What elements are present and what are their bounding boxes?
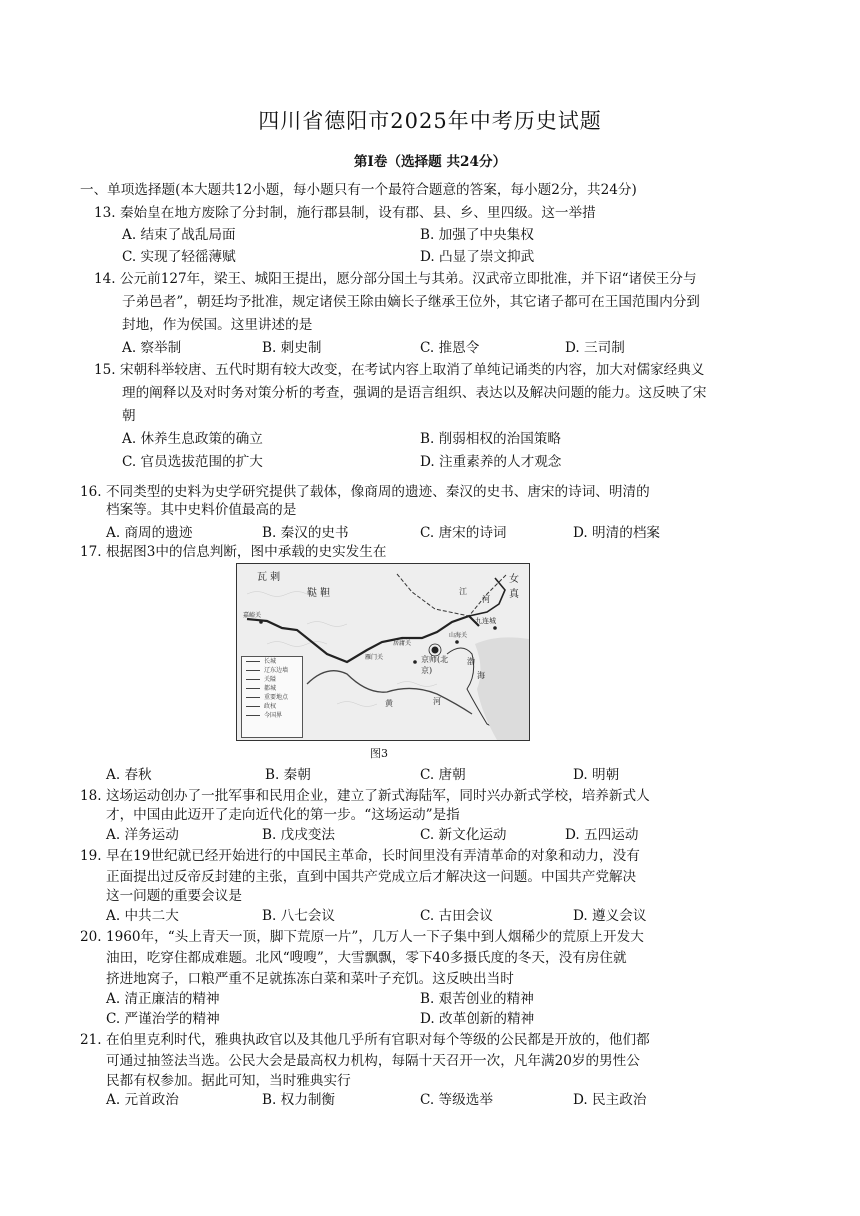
- q18-option-b[interactable]: B. 戊戌变法: [262, 827, 336, 843]
- legend-item: 重要地点: [242, 693, 302, 702]
- q21-stem-line3: 民都有权参加。据此可知，当时雅典实行: [106, 1073, 351, 1089]
- legend-item: 长城: [242, 657, 302, 666]
- q15-option-b[interactable]: B. 削弱相权的治国策略: [420, 431, 561, 447]
- q21-option-c[interactable]: C. 等级选举: [420, 1092, 493, 1108]
- q21-option-d[interactable]: D. 民主政治: [573, 1092, 647, 1108]
- q18-option-c[interactable]: C. 新文化运动: [420, 827, 507, 843]
- map-label-jiuliancheng: 九连城: [475, 617, 496, 625]
- map-label-jiayuguan: 嘉峪关: [243, 612, 262, 619]
- q13-option-a[interactable]: A. 结束了战乱局面: [122, 227, 236, 243]
- q20-option-b[interactable]: B. 艰苦创业的精神: [420, 991, 534, 1007]
- q14-stem-line1: 14. 公元前127年，梁王、城阳王提出，愿分部分国土与其弟。汉武帝立即批准，并下诏“诸侯王分与: [94, 271, 697, 287]
- q17-option-d[interactable]: D. 明朝: [573, 767, 620, 783]
- legend-item: 都城: [242, 684, 302, 693]
- map-label-wala: 瓦 剌: [257, 572, 281, 583]
- q21-option-a[interactable]: A. 元首政治: [106, 1092, 179, 1108]
- q13-stem: 13. 秦始皇在地方废除了分封制，施行郡县制，设有郡、县、乡、里四级。这一举措: [94, 205, 596, 221]
- q16-stem-line1: 16. 不同类型的史料为史学研究提供了载体，像商周的遗迹、秦汉的史书、唐宋的诗词、明清的: [80, 484, 650, 500]
- q19-option-b[interactable]: B. 八七会议: [262, 908, 336, 924]
- legend-item: 辽东边墙: [242, 666, 302, 675]
- map-label-he: 河: [482, 595, 490, 604]
- map-label-nvzhen: 女真: [509, 574, 519, 600]
- q15-option-c[interactable]: C. 官员选拔范围的扩大: [122, 454, 263, 470]
- q14-option-b[interactable]: B. 刺史制: [262, 340, 322, 356]
- q21-option-b[interactable]: B. 权力制衡: [262, 1092, 336, 1108]
- map-label-beijing: 京师(北京): [421, 655, 449, 675]
- q16-option-a[interactable]: A. 商周的遗迹: [106, 525, 193, 541]
- ming-dynasty-map: [236, 563, 530, 741]
- q21-stem-line2: 可通过抽签法当选。公民大会是最高权力机构，每隔十天召开一次，凡年满20岁的男性公: [106, 1053, 640, 1069]
- q18-stem-line2: 才，中国由此迈开了走向近代化的第一步。“这场运动”是指: [106, 807, 460, 823]
- q15-stem-line1: 15. 宋朝科举较唐、五代时期有较大改变，在考试内容上取消了单纯记诵类的内容，加大对儒家经典义: [94, 362, 705, 378]
- q13-option-b[interactable]: B. 加强了中央集权: [420, 227, 534, 243]
- q20-stem-line2: 油田，吃穿住都成难题。北风“嗖嗖”，大雪飘飘，零下40多摄氏度的冬天，没有房住就: [106, 950, 627, 966]
- q15-option-a[interactable]: A. 休养生息政策的确立: [122, 431, 263, 447]
- exam-title: 四川省德阳市2025年中考历史试题: [258, 109, 602, 133]
- q14-stem-line2: 子弟邑者”，朝廷均予批准，规定诸侯王除由嫡长子继承王位外，其它诸子都可在王国范围内分到: [122, 294, 700, 310]
- q18-stem-line1: 18. 这场运动创办了一批军事和民用企业，建立了新式海陆军，同时兴办新式学校，培养新式人: [80, 788, 650, 804]
- q18-option-d[interactable]: D. 五四运动: [565, 827, 639, 843]
- map-label-hai: 海: [477, 671, 485, 680]
- q17-option-a[interactable]: A. 春秋: [106, 767, 152, 783]
- map-label-bo: 渤: [467, 657, 475, 666]
- map-label-dada: 鞑 靼: [307, 588, 331, 599]
- q16-stem-line2: 档案等。其中史料价值最高的是: [106, 502, 297, 518]
- q14-option-d[interactable]: D. 三司制: [565, 340, 625, 356]
- q15-stem-line2: 理的阐释以及对时务对策分析的考查，强调的是语言组织、表达以及解决问题的能力。这反映了宋: [122, 385, 707, 401]
- q17-stem: 17. 根据图3中的信息判断，图中承载的史实发生在: [80, 544, 387, 560]
- q19-option-a[interactable]: A. 中共二大: [106, 908, 179, 924]
- section-instruction: 一、单项选择题(本大题共12小题，每小题只有一个最符合题意的答案，每小题2分，共24分): [80, 182, 637, 198]
- q13-option-d[interactable]: D. 凸显了崇文抑武: [420, 249, 535, 265]
- map-label-he2: 河: [433, 697, 441, 706]
- q20-option-d[interactable]: D. 改革创新的精神: [420, 1011, 535, 1027]
- map-caption: 图3: [370, 747, 388, 760]
- section-subtitle: 第Ⅰ卷（选择题 共24分）: [353, 154, 507, 170]
- q16-option-d[interactable]: D. 明清的档案: [573, 525, 661, 541]
- q19-option-d[interactable]: D. 遵义会议: [573, 908, 647, 924]
- legend-item: 政权: [242, 702, 302, 711]
- q14-option-a[interactable]: A. 察举制: [122, 340, 182, 356]
- q19-stem-line1: 19. 早在19世纪就已经开始进行的中国民主革命，长时间里没有弄清革命的对象和动力，没有: [80, 848, 640, 864]
- legend-item: 关隘: [242, 675, 302, 684]
- q15-option-d[interactable]: D. 注重素养的人才观念: [420, 454, 562, 470]
- q16-option-c[interactable]: C. 唐宋的诗词: [420, 525, 507, 541]
- map-label-huang: 黄: [385, 699, 393, 708]
- q19-stem-line2: 正面提出过反帝反封建的主张，直到中国共产党成立后才解决这一问题。中国共产党解决: [106, 869, 637, 885]
- map-label-yanmenguan: 雁门关: [365, 654, 384, 661]
- q15-stem-line3: 朝: [122, 408, 136, 424]
- q14-option-c[interactable]: C. 推恩令: [420, 340, 480, 356]
- q19-option-c[interactable]: C. 古田会议: [420, 908, 493, 924]
- q13-option-c[interactable]: C. 实现了轻徭薄赋: [122, 249, 236, 265]
- q17-option-c[interactable]: C. 唐朝: [420, 767, 466, 783]
- q18-option-a[interactable]: A. 洋务运动: [106, 827, 179, 843]
- map-label-shanhaiguan: 山海关: [449, 632, 468, 639]
- q20-stem-line1: 20. 1960年，“头上青天一顶，脚下荒原一片”，几万人一下子集中到人烟稀少的荒原上开发大: [80, 929, 644, 945]
- q21-stem-line1: 21. 在伯里克利时代，雅典执政官以及其他几乎所有官职对每个等级的公民都是开放的，他们都: [80, 1032, 650, 1048]
- q20-option-c[interactable]: C. 严谨治学的精神: [106, 1011, 220, 1027]
- map-label-jiang: 江: [459, 587, 467, 596]
- q14-stem-line3: 封地，作为侯国。这里讲述的是: [122, 317, 313, 333]
- map-legend: [241, 656, 303, 738]
- q16-option-b[interactable]: B. 秦汉的史书: [262, 525, 349, 541]
- q17-option-b[interactable]: B. 秦朝: [265, 767, 311, 783]
- q20-stem-line3: 挤进地窝子，口粮严重不足就拣冻白菜和菜叶子充饥。这反映出当时: [106, 971, 514, 987]
- q19-stem-line3: 这一问题的重要会议是: [106, 888, 242, 904]
- map-label-juyongguan: 居庸关: [393, 640, 412, 647]
- q20-option-a[interactable]: A. 清正廉洁的精神: [106, 991, 220, 1007]
- legend-item: 今国界: [242, 711, 302, 720]
